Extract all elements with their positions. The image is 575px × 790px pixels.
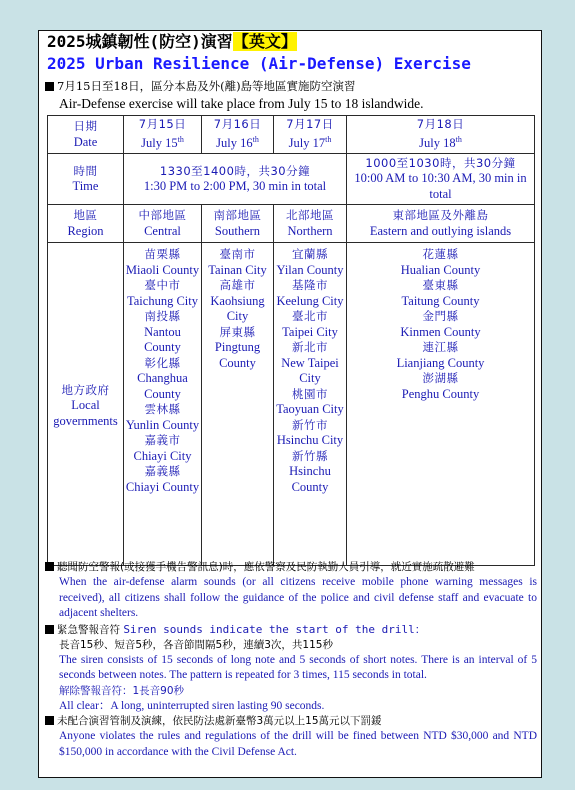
county-en: Taipei City (282, 324, 338, 339)
time-zh: 1000至1030時，共30分鐘 (365, 155, 516, 170)
alarm-note-zh (45, 560, 537, 575)
local-government-row (48, 243, 535, 566)
date-cell (347, 116, 535, 154)
county-zh: 嘉義縣 (144, 464, 181, 478)
siren-heading-zh: 緊急警報音符 (57, 623, 120, 636)
county-en: New Taipei City (281, 355, 339, 385)
notes-section (45, 560, 537, 760)
date-zh: 7月16日 (213, 116, 262, 131)
county-zh: 雲林縣 (144, 402, 181, 416)
county-zh: 南投縣 (144, 309, 181, 323)
date-zh: 7月15日 (138, 116, 187, 131)
date-en (203, 132, 272, 152)
siren-detail-zh: 長音15秒、短音5秒，各音節間隔5秒，連續3次，共115秒 (59, 638, 333, 651)
county-zh: 屏東縣 (219, 324, 256, 339)
date-suffix: th (325, 135, 332, 145)
county-zh: 高雄市 (219, 278, 256, 292)
county-zh: 宜蘭縣 (292, 247, 328, 261)
time-label-en: Time (72, 179, 99, 193)
county-en: Pingtung County (214, 340, 261, 370)
county-en: Taichung City (127, 293, 198, 308)
date-en-text: July 17 (288, 136, 326, 151)
region-cell (124, 205, 202, 243)
alarm-note-en: When the air-defense alarm sounds (or all citizens receive mobile phone warning messages is received), all citizens shall follow the guidance of the police and civil defense staff and evacuate to adjacent shelters. (59, 576, 537, 619)
siren-detail-en: The siren consists of 15 seconds of long note and 5 seconds of short notes. There is an interval of 5 seconds between notes. The pattern is repeated for 3 times, 115 seconds in total. (59, 653, 537, 681)
central-gov-list (124, 243, 202, 566)
date-row (48, 116, 535, 154)
county-zh: 新竹市 (292, 417, 328, 432)
region-cell (347, 205, 535, 243)
region-label-zh: 地區 (73, 208, 98, 222)
bullet-square-icon (45, 716, 54, 725)
intro-chinese (45, 78, 356, 94)
county-en: Miaoli County (125, 262, 200, 277)
fine-note-zh (45, 714, 537, 729)
date-en-text: July 18 (419, 136, 456, 151)
date-suffix: th (177, 135, 184, 145)
region-en: Central (144, 223, 181, 238)
county-zh: 臺中市 (144, 278, 181, 292)
eastern-gov-list (347, 243, 535, 566)
county-zh: 臺南市 (219, 247, 256, 261)
northern-gov-list (274, 243, 347, 566)
date-label-zh: 日期 (73, 119, 98, 133)
bullet-square-icon (45, 625, 54, 634)
county-en: Yilan County (276, 262, 344, 277)
county-zh: 澎湖縣 (422, 371, 459, 385)
date-en (348, 132, 533, 152)
date-en (275, 132, 345, 152)
region-zh: 南部地區 (213, 208, 262, 222)
time-row (48, 154, 535, 205)
gov-label-cell (48, 243, 124, 566)
county-zh: 嘉義市 (144, 433, 181, 447)
date-zh: 7月18日 (416, 116, 465, 131)
title-chinese-highlight: 【英文】 (232, 32, 297, 51)
county-en: Kinmen County (400, 324, 481, 339)
region-zh: 北部地區 (286, 208, 334, 222)
date-cell (124, 116, 202, 154)
date-en-text: July 16 (216, 136, 253, 151)
region-en: Eastern and outlying islands (369, 223, 512, 238)
county-en: Chiayi County (125, 479, 200, 494)
county-zh: 新竹縣 (292, 448, 328, 463)
schedule-table (47, 115, 535, 566)
time-en: 1:30 PM to 2:00 PM, 30 min in total (143, 179, 327, 193)
time-cell-july-15-17 (124, 154, 347, 205)
county-zh: 桃園市 (292, 386, 328, 401)
region-label-cell (48, 205, 124, 243)
county-zh: 臺北市 (292, 309, 328, 323)
date-cell (274, 116, 347, 154)
all-clear-zh: 解除警報音符：1長音90秒 (59, 684, 185, 697)
region-zh: 中部地區 (138, 208, 187, 222)
date-zh: 7月17日 (286, 116, 334, 131)
county-en: Taoyuan City (276, 402, 344, 416)
region-cell (202, 205, 274, 243)
title-chinese (47, 31, 297, 53)
region-en: Northern (287, 223, 333, 238)
county-en: Yunlin County (125, 417, 200, 432)
county-en: Lianjiang County (396, 355, 485, 370)
date-label-cell (48, 116, 124, 154)
title-chinese-text: 2025城鎮韌性(防空)演習 (47, 32, 233, 51)
county-en: Hsinchu County (289, 464, 331, 494)
siren-note-heading (45, 622, 537, 638)
southern-gov-list (202, 243, 274, 566)
region-zh: 東部地區及外離島 (392, 208, 489, 222)
county-zh: 基隆市 (292, 278, 328, 292)
county-zh: 苗栗縣 (144, 247, 181, 261)
date-cell (202, 116, 274, 154)
county-en: Changhua County (137, 371, 188, 401)
region-row (48, 205, 535, 243)
region-cell (274, 205, 347, 243)
county-en: Penghu County (401, 386, 480, 401)
county-en: Hualian County (400, 262, 481, 277)
county-en: Chiayi City (133, 448, 192, 463)
county-en: Nantou County (144, 324, 181, 354)
date-en (125, 132, 200, 152)
time-label-zh: 時間 (73, 163, 98, 178)
time-cell-july-18 (347, 154, 535, 205)
county-en: Keelung City (276, 293, 344, 308)
date-label-en: Date (73, 134, 98, 149)
county-zh: 彰化縣 (144, 355, 181, 370)
gov-label-en: Local governments (53, 398, 118, 428)
county-zh: 金門縣 (422, 309, 459, 323)
county-en: Hsinchu City (276, 433, 344, 447)
date-suffix: th (252, 135, 259, 145)
date-suffix: th (455, 135, 462, 145)
intro-english: Air-Defense exercise will take place from July 15 to 18 islandwide. (59, 96, 424, 111)
date-en-text: July 15 (141, 136, 178, 151)
county-en: Tainan City (208, 262, 267, 277)
bullet-square-icon (45, 82, 54, 91)
title-english: 2025 Urban Resilience (Air-Defense) Exercise (47, 54, 471, 73)
exercise-notice-card (38, 30, 542, 778)
county-zh: 連江縣 (422, 340, 459, 354)
fine-note-en: Anyone violates the rules and regulations of the drill will be fined between NTD $30,000 and NTD $150,000 in accordance with the Civil Defense Act. (59, 730, 537, 758)
bullet-square-icon (45, 562, 54, 571)
county-en: Taitung County (401, 293, 480, 308)
alarm-note-zh-text: 聽聞防空警報(或接獲手機告警訊息)時，應依警察及民防執勤人員引導，就近實施疏散避難 (57, 561, 475, 573)
time-label-cell (48, 154, 124, 205)
region-en: Southern (214, 223, 261, 238)
gov-label-zh: 地方政府 (61, 382, 110, 397)
county-zh: 新北市 (292, 340, 328, 354)
county-zh: 花蓮縣 (422, 247, 459, 261)
intro-chinese-text: 7月15日至18日，區分本島及外(離)島等地區實施防空演習 (57, 79, 356, 93)
time-en: 10:00 AM to 10:30 AM, 30 min in total (354, 171, 527, 201)
region-label-en: Region (67, 223, 104, 238)
siren-heading-en: Siren sounds indicate the start of the drill： (123, 622, 426, 636)
county-en: Kaohsiung City (210, 293, 265, 323)
fine-note-zh-text: 未配合演習管制及演練，依民防法處新臺幣3萬元以上15萬元以下罰鍰 (57, 715, 382, 727)
time-zh: 1330至1400時，共30分鐘 (159, 163, 311, 178)
county-zh: 臺東縣 (422, 278, 459, 292)
all-clear-en: All clear：A long, uninterrupted siren lasting 90 seconds. (59, 699, 325, 712)
